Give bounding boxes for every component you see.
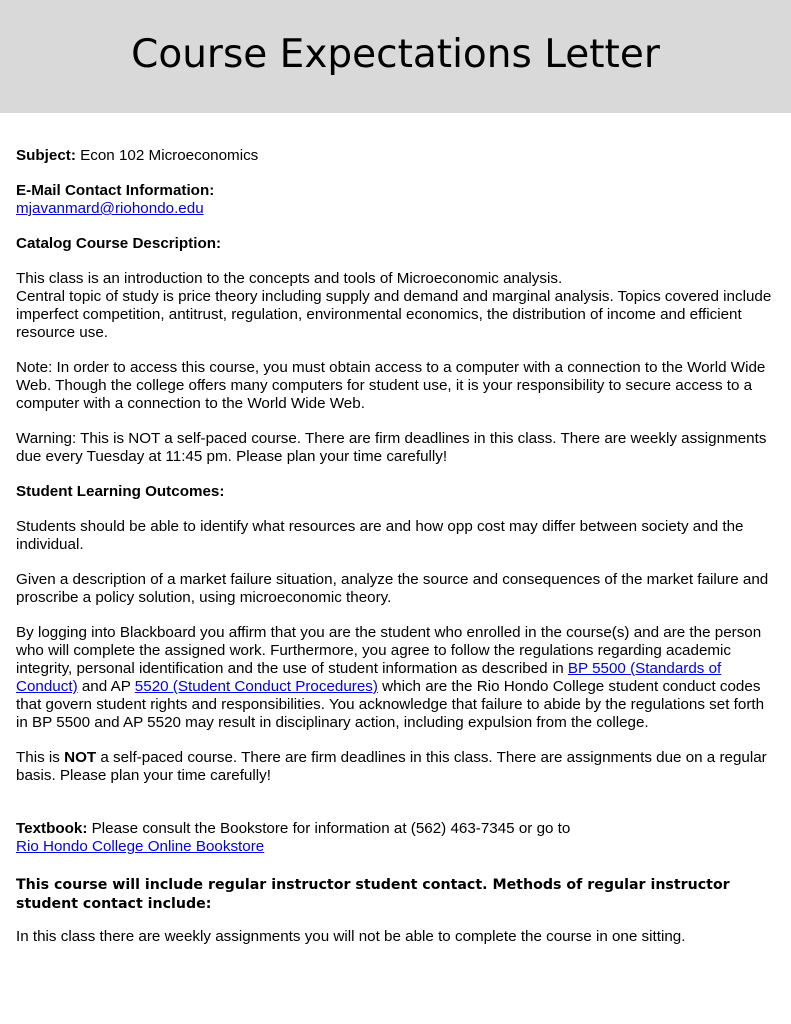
outcomes-heading: Student Learning Outcomes:: [16, 483, 225, 500]
deadline-warning: Warning: This is NOT a self-paced course. There are firm deadlines in this class. There are weekly assignments due every Tuesday at 11:45 pm. Please plan your time carefully!: [16, 430, 767, 465]
access-note: Note: In order to access this course, you must obtain access to a computer with a connection to the World Wide Web. Though the college offers many computers for student use, it is your responsibility to secure access to a computer with a connection to the World Wide Web.: [16, 359, 766, 412]
title-banner: [0, 0, 791, 113]
email-link[interactable]: mjavanmard@riohondo.edu: [16, 200, 204, 217]
email-line: [16, 200, 778, 218]
textbook-line: Textbook: Please consult the Bookstore for information at (562) 463-7345 or go to: [16, 820, 571, 837]
bp5500-link[interactable]: BP 5500 (Standards of Conduct): [16, 660, 722, 695]
outcome-item: Students should be able to identify what resources are and how opp cost may differ between society and the individual.: [16, 518, 744, 553]
email-heading: E-Mail Contact Information:: [16, 182, 215, 199]
subject-label: Subject:: [16, 147, 76, 164]
textbook-label: Textbook:: [16, 820, 88, 837]
ap5520-link[interactable]: 5520 (Student Conduct Procedures): [134, 678, 378, 695]
self-paced-notice: This is NOT a self-paced course. There are firm deadlines in this class. There are assignments due on a regular basis. Please plan your time carefully!: [16, 749, 767, 784]
contact-heading: This course will include regular instructor student contact. Methods of regular instructor student contact include:: [16, 877, 730, 912]
bookstore-link[interactable]: Rio Hondo College Online Bookstore: [16, 838, 265, 855]
subject-line: [16, 147, 778, 165]
catalog-description: Central topic of study is price theory including supply and demand and marginal analysis. Topics covered include imperfect competition, antitrust, regulation, environmental economics, the distribution of income and efficient resource use.: [16, 288, 772, 341]
catalog-heading: Catalog Course Description:: [16, 235, 222, 252]
contact-text: In this class there are weekly assignments you will not be able to complete the course in one sitting.: [16, 928, 686, 945]
page-title: Course Expectations Letter: [131, 32, 660, 77]
catalog-intro: This class is an introduction to the concepts and tools of Microeconomic analysis.: [16, 270, 563, 287]
letter-body: [16, 147, 778, 946]
bookstore-line: [16, 838, 778, 856]
outcome-item: Given a description of a market failure situation, analyze the source and consequences of the market failure and proscribe a policy solution, using microeconomic theory.: [16, 571, 769, 606]
subject-value: Econ 102 Microeconomics: [75, 147, 259, 164]
blackboard-affirmation: By logging into Blackboard you affirm that you are the student who enrolled in the course(s) and are the person who will complete the assigned work. Furthermore, you agree to follow the regulations regarding academic integrity, personal identification and the use of student information as described in BP 5500 (Standards of Conduct) and AP 5520 (Student Conduct Procedures) which are the Rio Hondo College student conduct codes that govern student rights and responsibilities. You acknowledge that failure to abide by the regulations set forth in BP 5500 and AP 5520 may result in disciplinary action, including expulsion from the college.: [16, 624, 765, 731]
